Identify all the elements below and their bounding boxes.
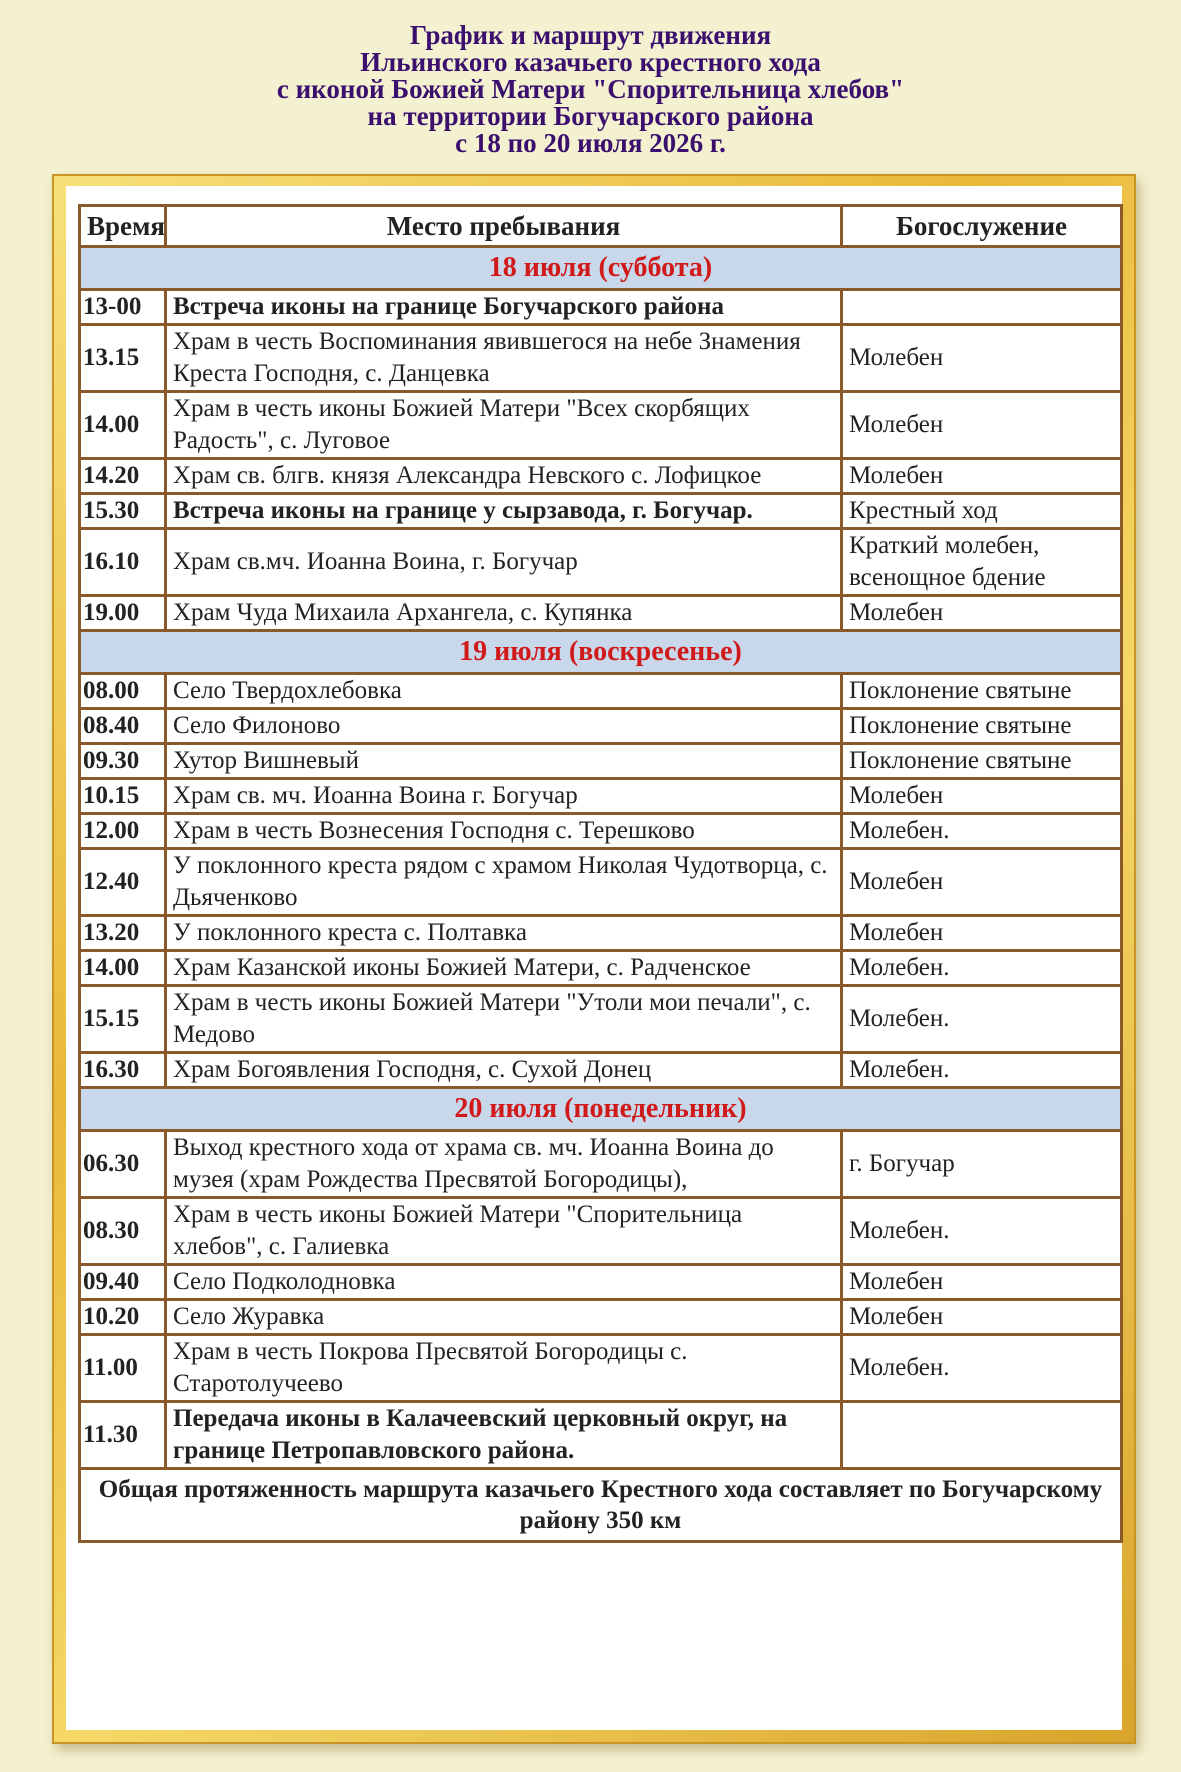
service-cell: [842, 290, 1122, 325]
footer-row: [80, 1469, 1122, 1542]
table-row: [80, 325, 1122, 392]
table-row: [80, 744, 1122, 779]
service-cell: Краткий молебен, всенощное бдение: [842, 529, 1122, 596]
service-cell: Молебен.: [842, 986, 1122, 1053]
place-cell: Храм св. мч. Иоанна Воина г. Богучар: [166, 779, 842, 814]
table-row: [80, 1053, 1122, 1088]
header-row: [80, 206, 1122, 247]
place-cell: Хутор Вишневый: [166, 744, 842, 779]
place-cell: Храм св.мч. Иоанна Воина, г. Богучар: [166, 529, 842, 596]
time-cell: 14.00: [80, 392, 166, 459]
service-cell: г. Богучар: [842, 1131, 1122, 1198]
table-row: [80, 814, 1122, 849]
table-row: [80, 459, 1122, 494]
table-row: [80, 529, 1122, 596]
time-cell: 11.00: [80, 1335, 166, 1402]
service-cell: Поклонение святыне: [842, 709, 1122, 744]
header-service: Богослужение: [842, 206, 1122, 247]
place-cell: Храм Чуда Михаила Архангела, с. Купянка: [166, 596, 842, 631]
table-row: [80, 1300, 1122, 1335]
service-cell: Поклонение святыне: [842, 744, 1122, 779]
place-cell: Храм в честь Покрова Пресвятой Богородицы с. Старотолучеево: [166, 1335, 842, 1402]
time-cell: 11.30: [80, 1402, 166, 1469]
place-cell: Встреча иконы на границе Богучарского района: [166, 290, 842, 325]
schedule-paper: [66, 186, 1122, 1730]
time-cell: 13.15: [80, 325, 166, 392]
table-row: [80, 290, 1122, 325]
service-cell: Молебен: [842, 916, 1122, 951]
service-cell: Молебен: [842, 459, 1122, 494]
table-row: [80, 916, 1122, 951]
header-time: Время: [80, 206, 166, 247]
time-cell: 19.00: [80, 596, 166, 631]
table-row: [80, 709, 1122, 744]
service-cell: Крестный ход: [842, 494, 1122, 529]
time-cell: 10.15: [80, 779, 166, 814]
place-cell: Село Твердохлебовка: [166, 674, 842, 709]
time-cell: 12.40: [80, 849, 166, 916]
time-cell: 14.20: [80, 459, 166, 494]
service-cell: [842, 1402, 1122, 1469]
time-cell: 09.40: [80, 1265, 166, 1300]
place-cell: У поклонного креста с. Полтавка: [166, 916, 842, 951]
time-cell: 15.30: [80, 494, 166, 529]
header-place: Место пребывания: [166, 206, 842, 247]
title-line: на территории Богучарского района: [367, 101, 814, 131]
table-row: [80, 951, 1122, 986]
time-cell: 14.00: [80, 951, 166, 986]
place-cell: Храм в честь иконы Божией Матери "Всех скорбящих Радость", с. Луговое: [166, 392, 842, 459]
place-cell: Село Журавка: [166, 1300, 842, 1335]
page-title: [0, 22, 1181, 157]
place-cell: Храм в честь Вознесения Господня с. Терешково: [166, 814, 842, 849]
gold-frame: [52, 174, 1136, 1744]
table-row: [80, 849, 1122, 916]
day-label: 20 июля (понедельник): [80, 1088, 1122, 1131]
place-cell: Храм в честь Воспоминания явившегося на небе Знамения Креста Господня, с. Данцевка: [166, 325, 842, 392]
table-row: [80, 779, 1122, 814]
table-row: [80, 1335, 1122, 1402]
time-cell: 10.20: [80, 1300, 166, 1335]
time-cell: 16.30: [80, 1053, 166, 1088]
place-cell: Храм Богоявления Господня, с. Сухой Донец: [166, 1053, 842, 1088]
table-row: [80, 674, 1122, 709]
time-cell: 16.10: [80, 529, 166, 596]
time-cell: 08.40: [80, 709, 166, 744]
time-cell: 08.30: [80, 1198, 166, 1265]
place-cell: У поклонного креста рядом с храмом Николая Чудотворца, с. Дьяченково: [166, 849, 842, 916]
time-cell: 13-00: [80, 290, 166, 325]
place-cell: Храм в честь иконы Божией Матери "Спорительница хлебов", с. Галиевка: [166, 1198, 842, 1265]
place-cell: Село Филоново: [166, 709, 842, 744]
day-header-row: [80, 247, 1122, 290]
table-row: [80, 1265, 1122, 1300]
place-cell: Село Подколодновка: [166, 1265, 842, 1300]
service-cell: Молебен.: [842, 1335, 1122, 1402]
service-cell: Молебен: [842, 849, 1122, 916]
place-cell: Храм св. блгв. князя Александра Невского с. Лофицкое: [166, 459, 842, 494]
service-cell: Молебен.: [842, 951, 1122, 986]
service-cell: Молебен: [842, 779, 1122, 814]
time-cell: 09.30: [80, 744, 166, 779]
service-cell: Молебен: [842, 325, 1122, 392]
service-cell: Молебен: [842, 1300, 1122, 1335]
time-cell: 08.00: [80, 674, 166, 709]
service-cell: Молебен.: [842, 1198, 1122, 1265]
table-row: [80, 392, 1122, 459]
schedule-table: [78, 204, 1123, 1543]
place-cell: Выход крестного хода от храма св. мч. Иоанна Воина до музея (храм Рождества Пресвятой Богородицы),: [166, 1131, 842, 1198]
table-row: [80, 1131, 1122, 1198]
service-cell: Поклонение святыне: [842, 674, 1122, 709]
title-line: Ильинского казачьего крестного хода: [360, 47, 821, 77]
service-cell: Молебен.: [842, 1053, 1122, 1088]
place-cell: Храм Казанской иконы Божией Матери, с. Радченское: [166, 951, 842, 986]
table-row: [80, 1402, 1122, 1469]
table-row: [80, 596, 1122, 631]
place-cell: Встреча иконы на границе у сырзавода, г. Богучар.: [166, 494, 842, 529]
table-row: [80, 494, 1122, 529]
title-line: с иконой Божией Матери "Спорительница хлебов": [276, 74, 905, 104]
service-cell: Молебен: [842, 596, 1122, 631]
time-cell: 06.30: [80, 1131, 166, 1198]
day-header-row: [80, 631, 1122, 674]
schedule-body: [80, 247, 1122, 1469]
service-cell: Молебен: [842, 392, 1122, 459]
day-label: 19 июля (воскресенье): [80, 631, 1122, 674]
day-label: 18 июля (суббота): [80, 247, 1122, 290]
title-line: с 18 по 20 июля 2026 г.: [455, 128, 726, 158]
table-row: [80, 986, 1122, 1053]
route-length-note: Общая протяженность маршрута казачьего Крестного хода составляет по Богучарскому району 350 км: [80, 1469, 1122, 1542]
place-cell: Передача иконы в Калачеевский церковный округ, на границе Петропавловского района.: [166, 1402, 842, 1469]
time-cell: 12.00: [80, 814, 166, 849]
service-cell: Молебен: [842, 1265, 1122, 1300]
day-header-row: [80, 1088, 1122, 1131]
service-cell: Молебен.: [842, 814, 1122, 849]
place-cell: Храм в честь иконы Божией Матери "Утоли мои печали", с. Медово: [166, 986, 842, 1053]
table-row: [80, 1198, 1122, 1265]
time-cell: 13.20: [80, 916, 166, 951]
time-cell: 15.15: [80, 986, 166, 1053]
title-line: График и маршрут движения: [409, 20, 772, 50]
